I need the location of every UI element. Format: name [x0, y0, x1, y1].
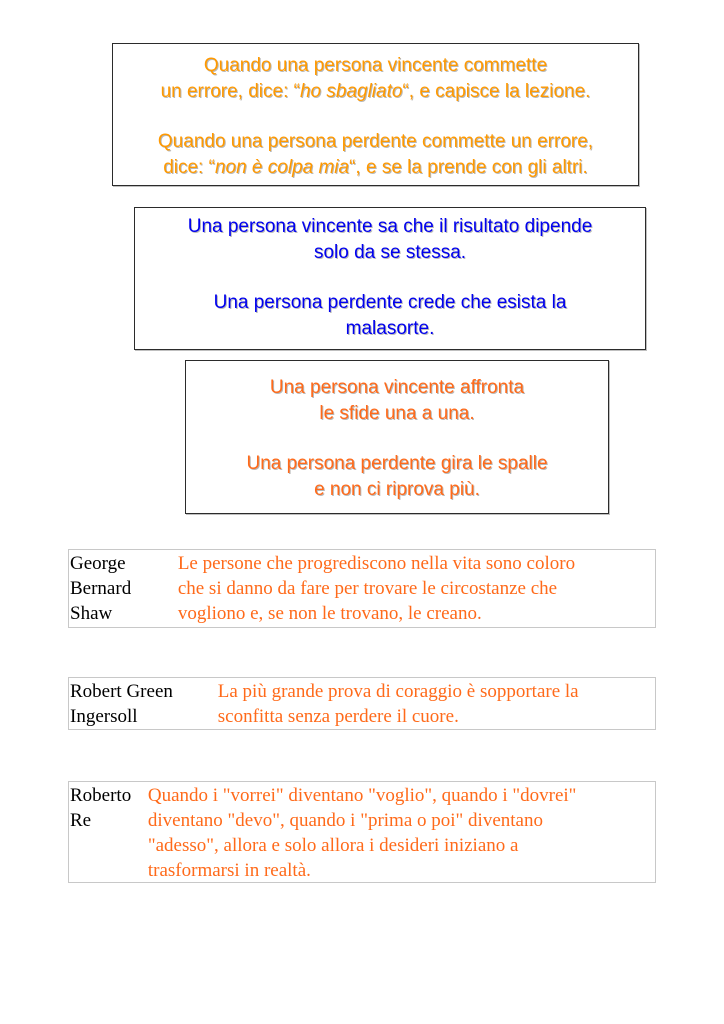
box1-line1: Quando una persona vincente commette [203, 55, 548, 76]
quote-line: trasformarsi in realtà. [147, 860, 311, 881]
quote-box-mistakes [112, 43, 639, 186]
author-line: Robert Green [70, 681, 173, 702]
quote-line: sconfitta senza perdere il cuore. [217, 706, 459, 727]
quote-ingersoll [68, 677, 656, 730]
author-line: Shaw [70, 603, 113, 624]
box1-line4 [113, 155, 638, 181]
quote-author [69, 550, 178, 627]
author-line: Re [70, 810, 92, 831]
box1-line4-post: “, e se la prende con gli altri. [349, 157, 588, 178]
box1-line4-em: non è colpa mia [214, 157, 350, 178]
quote-roberto-re [68, 781, 656, 883]
quote-text [178, 550, 655, 627]
box2-line3: Una persona perdente crede che esista la [213, 292, 567, 313]
quote-line: "adesso", allora e solo allora i desideri iniziano a [147, 835, 519, 856]
author-line: George [70, 553, 126, 574]
quote-box-challenges [185, 360, 609, 514]
quote-line: diventano "devo", quando i "prima o poi" diventano [147, 810, 543, 831]
author-line: Bernard [70, 578, 132, 599]
box1-line4-pre: dice: “ [163, 157, 215, 178]
quote-author [69, 678, 218, 729]
box3-line3: Una persona perdente gira le spalle [246, 453, 548, 474]
box3-line1: Una persona vincente affronta [269, 377, 525, 398]
quote-text [218, 678, 655, 729]
quote-line: Quando i "vorrei" diventano "voglio", quando i "dovrei" [147, 785, 577, 806]
quote-shaw [68, 549, 656, 628]
quote-author [69, 782, 148, 882]
quote-line: vogliono e, se non le trovano, le creano. [177, 603, 482, 624]
quote-box-result [134, 207, 646, 350]
box2-line2: solo da se stessa. [313, 242, 467, 263]
box3-line2: le sfide una a una. [319, 403, 475, 424]
author-line: Roberto [70, 785, 132, 806]
quote-text [148, 782, 655, 882]
author-line: Ingersoll [70, 706, 138, 727]
box2-line1: Una persona vincente sa che il risultato dipende [187, 216, 593, 237]
box1-line2-pre: un errore, dice: “ [160, 81, 300, 102]
box3-line4: e non ci riprova più. [314, 479, 480, 500]
box2-line4: malasorte. [345, 318, 435, 339]
quote-line: che si danno da fare per trovare le circostanze che [177, 578, 558, 599]
box1-line3: Quando una persona perdente commette un errore, [157, 131, 594, 152]
box1-line2-post: “, e capisce la lezione. [402, 81, 591, 102]
box1-line2-em: ho sbagliato [299, 81, 403, 102]
box1-line2 [113, 79, 638, 105]
quote-line: La più grande prova di coraggio è sopportare la [217, 681, 579, 702]
quote-line: Le persone che progrediscono nella vita sono coloro [177, 553, 576, 574]
